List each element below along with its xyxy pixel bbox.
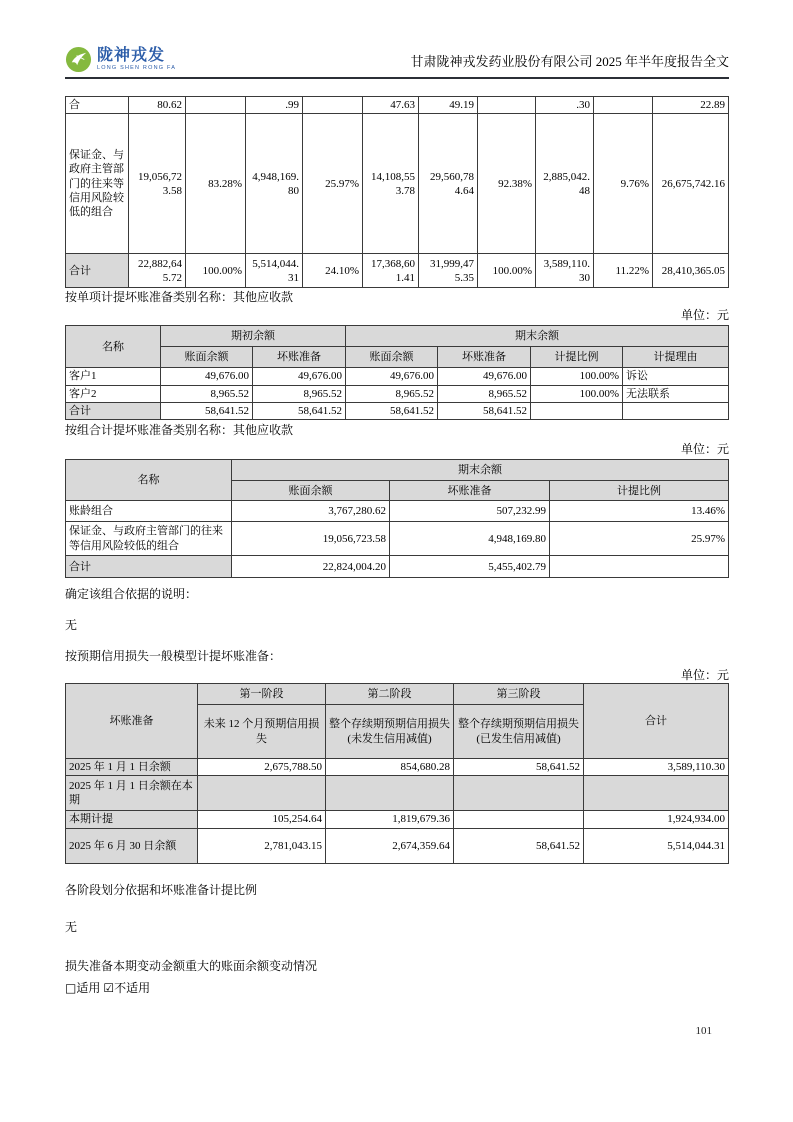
total-row <box>66 556 729 578</box>
cell: 24.10% <box>303 254 363 288</box>
cell: 100.00% <box>478 254 536 288</box>
cell <box>186 97 246 114</box>
cell: 854,680.28 <box>326 759 454 776</box>
cell: 账龄组合 <box>66 501 232 522</box>
col-header-provision: 坏账准备 <box>390 481 550 501</box>
cell: 3,589,110.30 <box>584 759 729 776</box>
row-label-cell: 2025 年 1 月 1 日余额在本期 <box>66 776 198 811</box>
unit-label: 单位：元 <box>680 308 729 323</box>
unit-label: 单位：元 <box>680 442 729 457</box>
cell: 3,767,280.62 <box>232 501 390 522</box>
cell: 58,641.52 <box>438 402 531 419</box>
cell: 11.22% <box>594 254 653 288</box>
cell: 2,674,359.64 <box>326 828 454 863</box>
table-row <box>66 759 729 776</box>
brand-name-en: LONG SHEN RONG FA <box>97 64 177 71</box>
total-label-cell: 合计 <box>66 254 129 288</box>
cell <box>303 97 363 114</box>
cell: 合 <box>66 97 129 114</box>
cell: 100.00% <box>186 254 246 288</box>
combination-caption: 按组合计提坏账准备类别名称：其他应收款 <box>65 423 294 438</box>
cell: 22,882,645.72 <box>129 254 186 288</box>
table-row <box>66 97 729 114</box>
total-row <box>66 402 729 419</box>
cell: 58,641.52 <box>454 759 584 776</box>
col-header-ratio: 计提比例 <box>531 347 623 368</box>
table-row <box>66 776 729 811</box>
table-row <box>66 811 729 828</box>
checkbox-checked-icon: ☑ <box>103 980 115 995</box>
cell: 49,676.00 <box>161 368 253 385</box>
header-row <box>66 347 729 368</box>
portfolio-continuation-table <box>65 96 729 288</box>
cell: .99 <box>246 97 303 114</box>
cell: 29,560,784.64 <box>419 114 478 254</box>
cell: 92.38% <box>478 114 536 254</box>
cell: 31,999,475.35 <box>419 254 478 288</box>
not-applicable-label: 不适用 <box>114 980 151 995</box>
cell: 2,885,042.48 <box>536 114 594 254</box>
cell: 58,641.52 <box>161 402 253 419</box>
col-header-stage3: 第三阶段 <box>454 684 584 705</box>
cell: 9.76% <box>594 114 653 254</box>
cell: 无法联系 <box>623 385 729 402</box>
table-row <box>66 385 729 402</box>
col-header-book-balance: 账面余额 <box>161 347 253 368</box>
unit-label: 单位：元 <box>680 668 729 683</box>
col-header-provision: 坏账准备 <box>438 347 531 368</box>
applicability-line <box>65 981 729 995</box>
cell: 26,675,742.16 <box>653 114 729 254</box>
page-content <box>65 79 729 1037</box>
cell: 客户2 <box>66 385 161 402</box>
col-header-name: 名称 <box>66 326 161 368</box>
page-number: 101 <box>695 1024 712 1037</box>
cell: .30 <box>536 97 594 114</box>
cell: 28,410,365.05 <box>653 254 729 288</box>
basis-note-label: 确定该组合依据的说明： <box>65 587 198 602</box>
cell: 58,641.52 <box>454 828 584 863</box>
cell <box>454 811 584 828</box>
cell: 25.97% <box>303 114 363 254</box>
table-row <box>66 522 729 556</box>
col-header-provision: 坏账准备 <box>66 684 198 759</box>
document-title: 甘肃陇神戎发药业股份有限公司 2025 年半年度报告全文 <box>410 54 729 69</box>
company-logo-icon <box>65 46 92 73</box>
cell: 保证金、与政府主管部门的往来等信用风险较低的组合 <box>66 522 232 556</box>
header-row <box>66 460 729 481</box>
cell: 49.19 <box>419 97 478 114</box>
cell: 8,965.52 <box>346 385 438 402</box>
significant-change-label: 损失准备本期变动金额重大的账面余额变动情况 <box>65 958 318 973</box>
cell <box>584 776 729 811</box>
cell: 5,455,402.79 <box>390 556 550 578</box>
cell <box>550 556 729 578</box>
brand-name-cn: 陇神戎发 <box>97 46 166 64</box>
cell: 8,965.52 <box>253 385 346 402</box>
cell: 17,368,601.41 <box>363 254 419 288</box>
col-header-name: 名称 <box>66 460 232 501</box>
col-header-provision: 坏账准备 <box>253 347 346 368</box>
cell: 19,056,723.58 <box>129 114 186 254</box>
cell: 4,948,169.80 <box>390 522 550 556</box>
col-header-stage1-sub: 未来 12 个月预期信用损失 <box>198 705 326 759</box>
col-header-ending-balance: 期末余额 <box>232 460 729 481</box>
cell <box>198 776 326 811</box>
cell: 80.62 <box>129 97 186 114</box>
single-item-caption: 按单项计提坏账准备类别名称：其他应收款 <box>65 290 294 305</box>
cell: 诉讼 <box>623 368 729 385</box>
cell <box>623 402 729 419</box>
total-label-cell: 合计 <box>66 556 232 578</box>
cell: 14,108,553.78 <box>363 114 419 254</box>
cell: 8,965.52 <box>161 385 253 402</box>
col-header-beginning-balance: 期初余额 <box>161 326 346 347</box>
header-row <box>66 326 729 347</box>
cell: 49,676.00 <box>346 368 438 385</box>
table-row <box>66 114 729 254</box>
cell <box>326 776 454 811</box>
cell: 2,675,788.50 <box>198 759 326 776</box>
checkbox-unchecked-icon: □ <box>65 980 77 995</box>
cell: 5,514,044.31 <box>584 828 729 863</box>
combination-table <box>65 459 729 578</box>
cell: 3,589,110.30 <box>536 254 594 288</box>
cell: 49,676.00 <box>438 368 531 385</box>
cell: 100.00% <box>531 368 623 385</box>
cell: 58,641.52 <box>253 402 346 419</box>
total-label-cell: 合计 <box>66 402 161 419</box>
cell: 19,056,723.58 <box>232 522 390 556</box>
cell: 507,232.99 <box>390 501 550 522</box>
cell: 25.97% <box>550 522 729 556</box>
cell: 100.00% <box>531 385 623 402</box>
cell: 1,924,934.00 <box>584 811 729 828</box>
cell: 83.28% <box>186 114 246 254</box>
row-label-cell: 2025 年 6 月 30 日余额 <box>66 828 198 863</box>
cell: 58,641.52 <box>346 402 438 419</box>
stage-basis-value: 无 <box>65 919 78 934</box>
col-header-book-balance: 账面余额 <box>346 347 438 368</box>
stage-basis-label: 各阶段划分依据和坏账准备计提比例 <box>65 882 258 897</box>
col-header-total: 合计 <box>584 684 729 759</box>
col-header-reason: 计提理由 <box>623 347 729 368</box>
cell: 保证金、与政府主管部门的往来等信用风险较低的组合 <box>66 114 129 254</box>
brand-text <box>97 48 176 72</box>
header-row <box>66 684 729 705</box>
cell <box>531 402 623 419</box>
col-header-ratio: 计提比例 <box>550 481 729 501</box>
cell: 客户1 <box>66 368 161 385</box>
ecl-model-table <box>65 683 729 864</box>
basis-note-value: 无 <box>65 618 78 633</box>
cell <box>478 97 536 114</box>
col-header-stage2-sub: 整个存续期预期信用损失(未发生信用减值) <box>326 705 454 759</box>
table-row <box>66 501 729 522</box>
cell: 5,514,044.31 <box>246 254 303 288</box>
applicable-label: 适用 <box>76 980 101 995</box>
cell: 8,965.52 <box>438 385 531 402</box>
total-row <box>66 254 729 288</box>
col-header-stage3-sub: 整个存续期预期信用损失(已发生信用减值) <box>454 705 584 759</box>
cell <box>454 776 584 811</box>
page-header <box>65 0 729 79</box>
cell: 105,254.64 <box>198 811 326 828</box>
ecl-caption: 按预期信用损失一般模型计提坏账准备： <box>65 649 282 664</box>
cell: 13.46% <box>550 501 729 522</box>
cell: 22,824,004.20 <box>232 556 390 578</box>
cell: 47.63 <box>363 97 419 114</box>
table-row <box>66 368 729 385</box>
cell: 49,676.00 <box>253 368 346 385</box>
cell: 1,819,679.36 <box>326 811 454 828</box>
company-logo <box>65 46 176 73</box>
col-header-book-balance: 账面余额 <box>232 481 390 501</box>
cell: 2,781,043.15 <box>198 828 326 863</box>
col-header-stage2: 第二阶段 <box>326 684 454 705</box>
row-label-cell: 本期计提 <box>66 811 198 828</box>
col-header-stage1: 第一阶段 <box>198 684 326 705</box>
cell: 4,948,169.80 <box>246 114 303 254</box>
table-row <box>66 828 729 863</box>
single-item-table <box>65 325 729 420</box>
row-label-cell: 2025 年 1 月 1 日余额 <box>66 759 198 776</box>
cell <box>594 97 653 114</box>
col-header-ending-balance: 期末余额 <box>346 326 729 347</box>
cell: 22.89 <box>653 97 729 114</box>
